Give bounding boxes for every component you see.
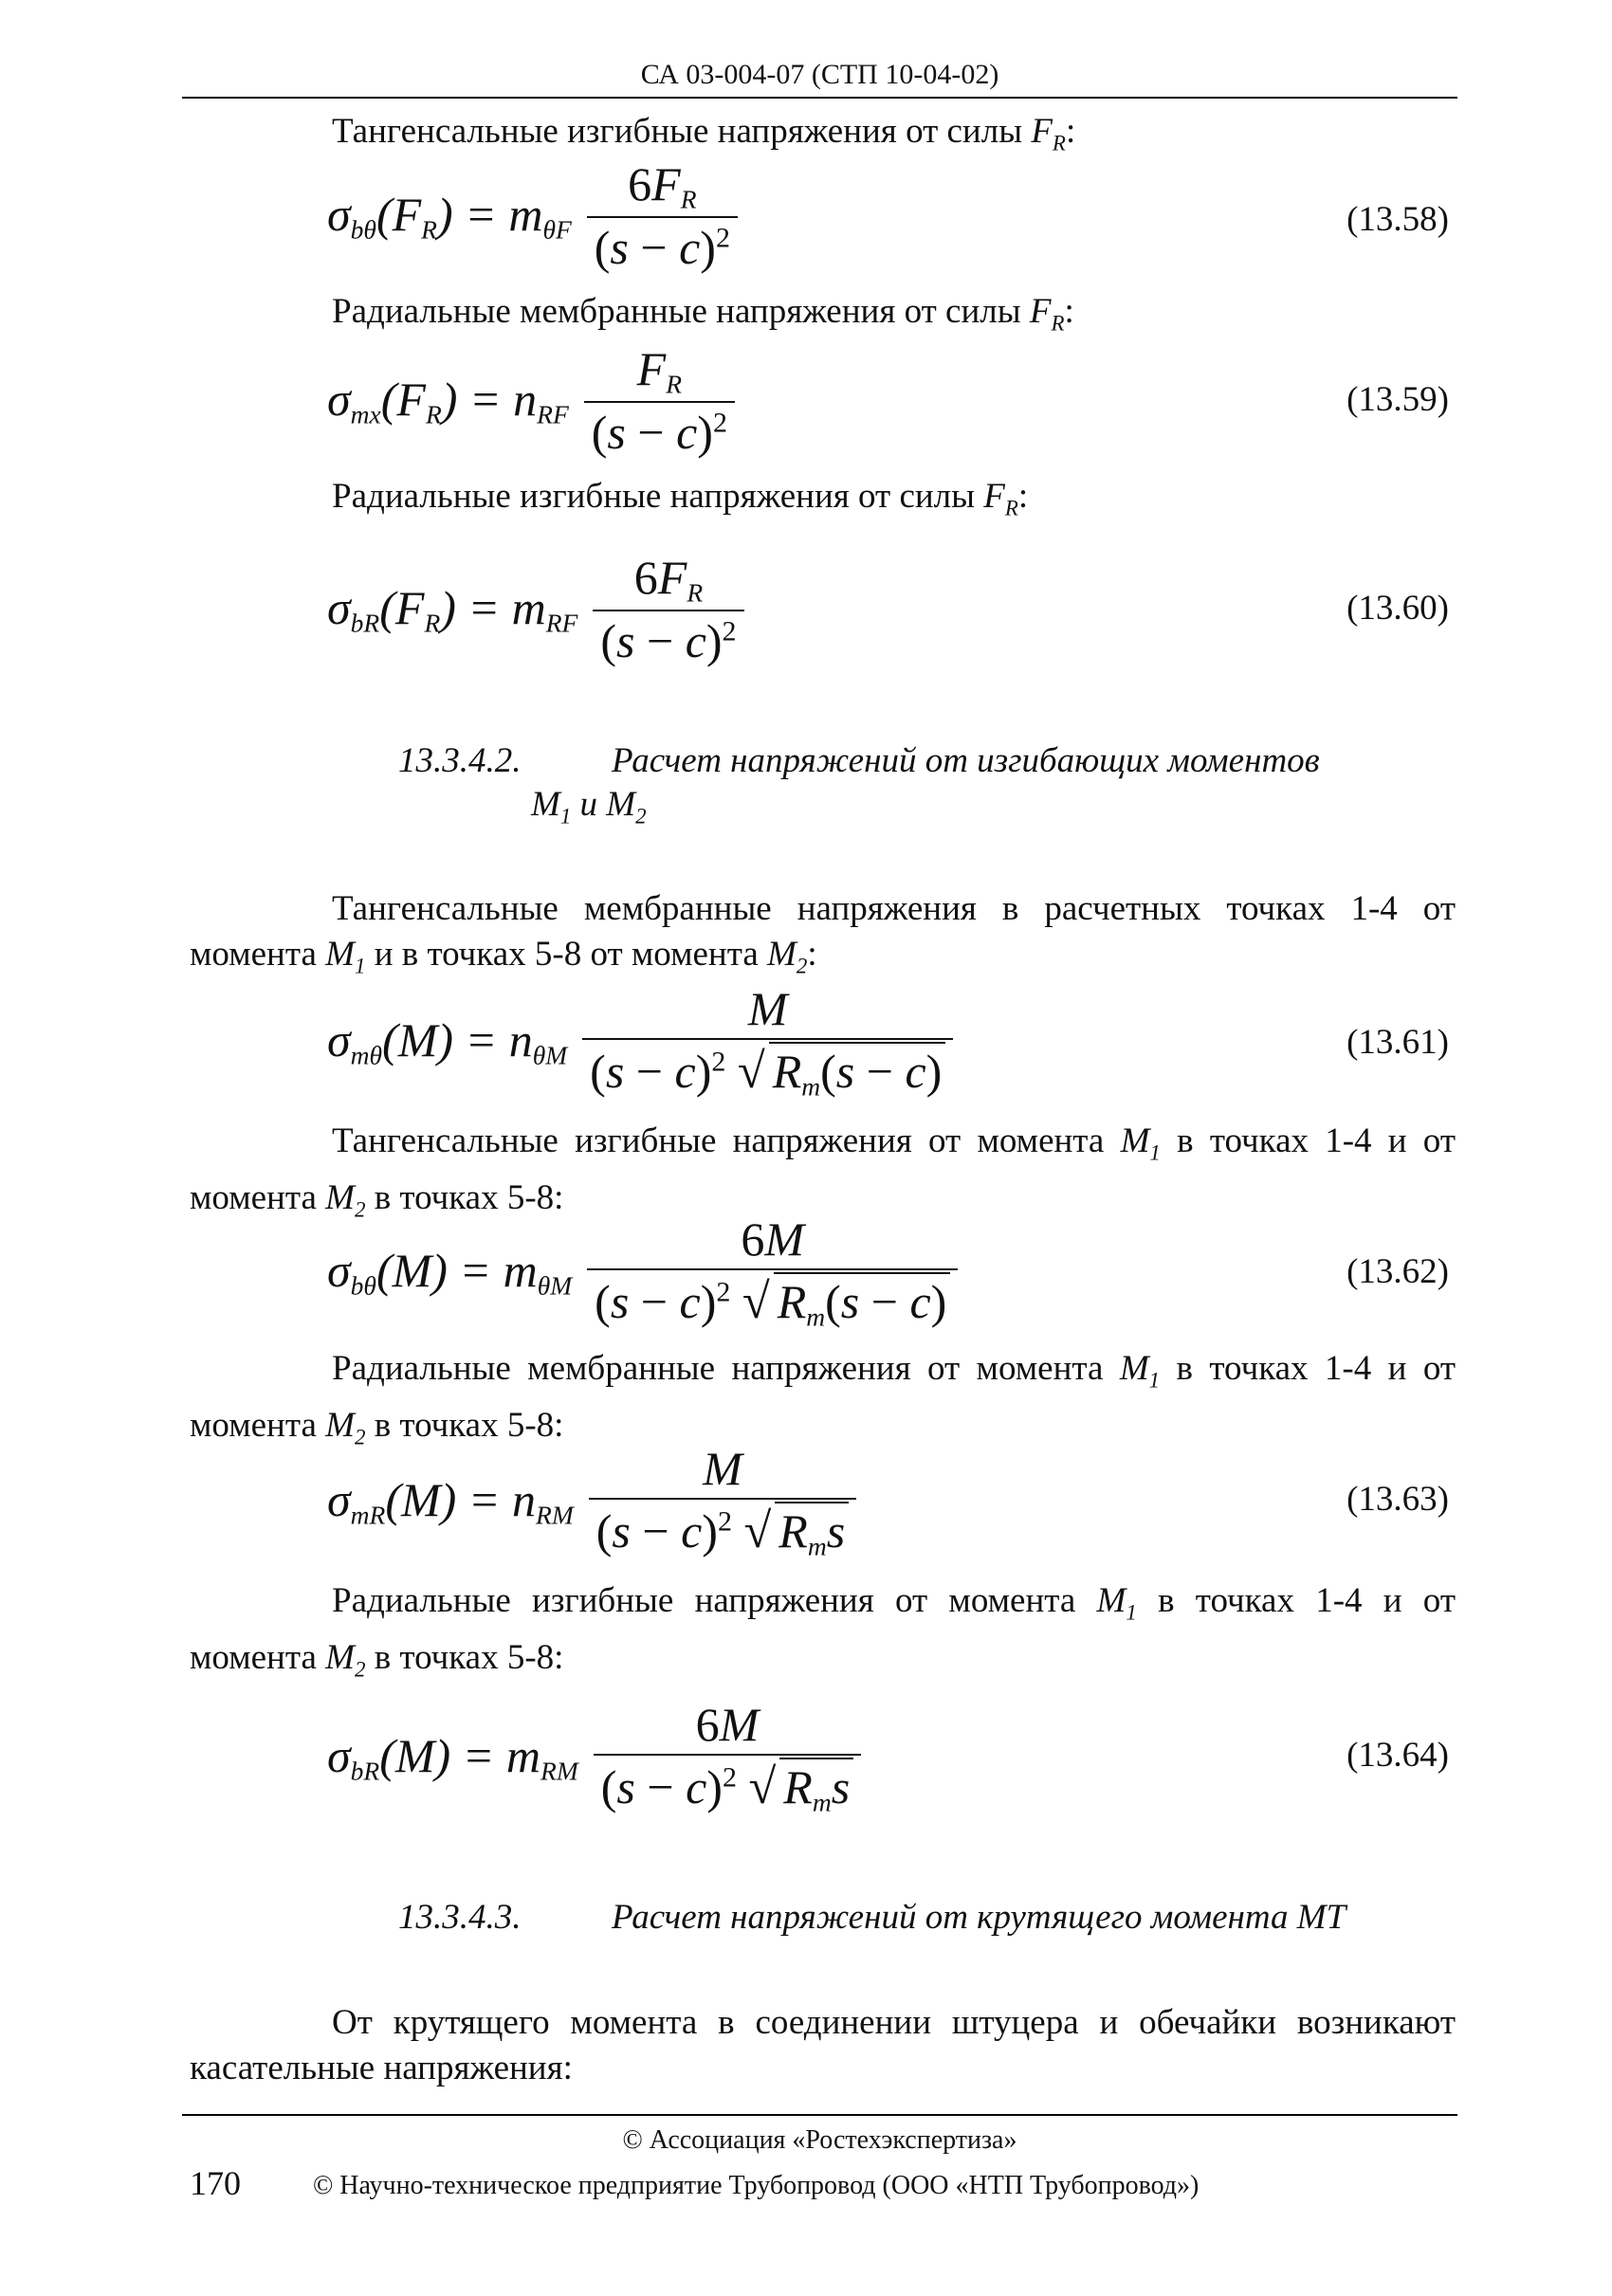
footer-copyright-1: © Ассоциация «Ростехэкспертиза» xyxy=(622,2125,1017,2155)
formula-13-61: $\sigma_{m\theta}(M) = n_{\theta M}$ $\frac{M}{(s - c)^2 √ R_m(s - c)}$ xyxy=(327,981,953,1102)
paragraph-6: Радиальные мембранные напряжения от момента $M_1$ в точках 1-4 и от момента $M_2$ в точках 5-8: xyxy=(190,1349,1456,1449)
equation-number: (13.61) xyxy=(1346,1023,1449,1062)
page-number: 170 xyxy=(190,2164,241,2202)
section-heading-13-3-4-2: 13.3.4.2. Расчет напряжений от изгибающих моментов $M_1$ и $M_2$ xyxy=(398,741,1320,829)
equation-number: (13.62) xyxy=(1346,1252,1449,1291)
paragraph-3: Радиальные изгибные напряжения от силы $F_R$: xyxy=(332,477,1029,520)
formula-13-62: $\sigma_{b\theta}(M) = m_{\theta M}$ $\frac{6M}{(s - c)^2 √ R_m(s - c)}$ xyxy=(327,1212,958,1332)
formula-13-63: $\sigma_{mR}(M) = n_{RM}$ $\frac{M}{(s - c)^2 √ R_ms}$ xyxy=(327,1441,856,1561)
footer-divider xyxy=(182,2114,1457,2116)
page-header: СА 03-004-07 (СТП 10-04-02) xyxy=(182,59,1457,99)
formula-13-60: $\sigma_{bR}(F_R) = m_{RF}$ $\frac{6F_R}{(s - c)^2}$ xyxy=(327,550,744,668)
equation-number: (13.58) xyxy=(1346,200,1449,239)
paragraph-4: Тангенсальные мембранные напряжения в расчетных точках 1-4 от момента $M_1$ и в точках 5-8 от момента $M_2$: xyxy=(190,889,1456,978)
formula-13-59: $\sigma_{mx}(F_R) = n_{RF}$ $\frac{F_R}{(s - c)^2}$ xyxy=(327,341,735,460)
formula-13-58: $\sigma_{b\theta}(F_R) = m_{\theta F}$ $\frac{6F_R}{(s - c)^2}$ xyxy=(327,156,738,275)
equation-number: (13.60) xyxy=(1346,589,1449,628)
footer-copyright-2: © Научно-техническое предприятие Трубопровод (ООО «НТП Трубопровод») xyxy=(313,2171,1200,2200)
formula-13-64: $\sigma_{bR}(M) = m_{RM}$ $\frac{6M}{(s - c)^2 √ R_ms}$ xyxy=(327,1697,861,1817)
equation-number: (13.59) xyxy=(1346,380,1449,419)
section-heading-13-3-4-3: 13.3.4.3. Расчет напряжений от крутящего момента MT xyxy=(398,1898,1346,1937)
paragraph-8: От крутящего момента в соединении штуцера и обечайки возникают касательные напряжения: xyxy=(190,2003,1456,2087)
paragraph-2: Радиальные мембранные напряжения от силы $F_R$: xyxy=(332,292,1074,336)
paragraph-1: Тангенсальные изгибные напряжения от силы $F_R$: xyxy=(332,112,1076,155)
equation-number: (13.64) xyxy=(1346,1736,1449,1775)
paragraph-5: Тангенсальные изгибные напряжения от момента $M_1$ в точках 1-4 и от момента $M_2$ в точках 5-8: xyxy=(190,1121,1456,1222)
paragraph-7: Радиальные изгибные напряжения от момента $M_1$ в точках 1-4 и от момента $M_2$ в точках 5-8: xyxy=(190,1581,1456,1682)
equation-number: (13.63) xyxy=(1346,1480,1449,1519)
